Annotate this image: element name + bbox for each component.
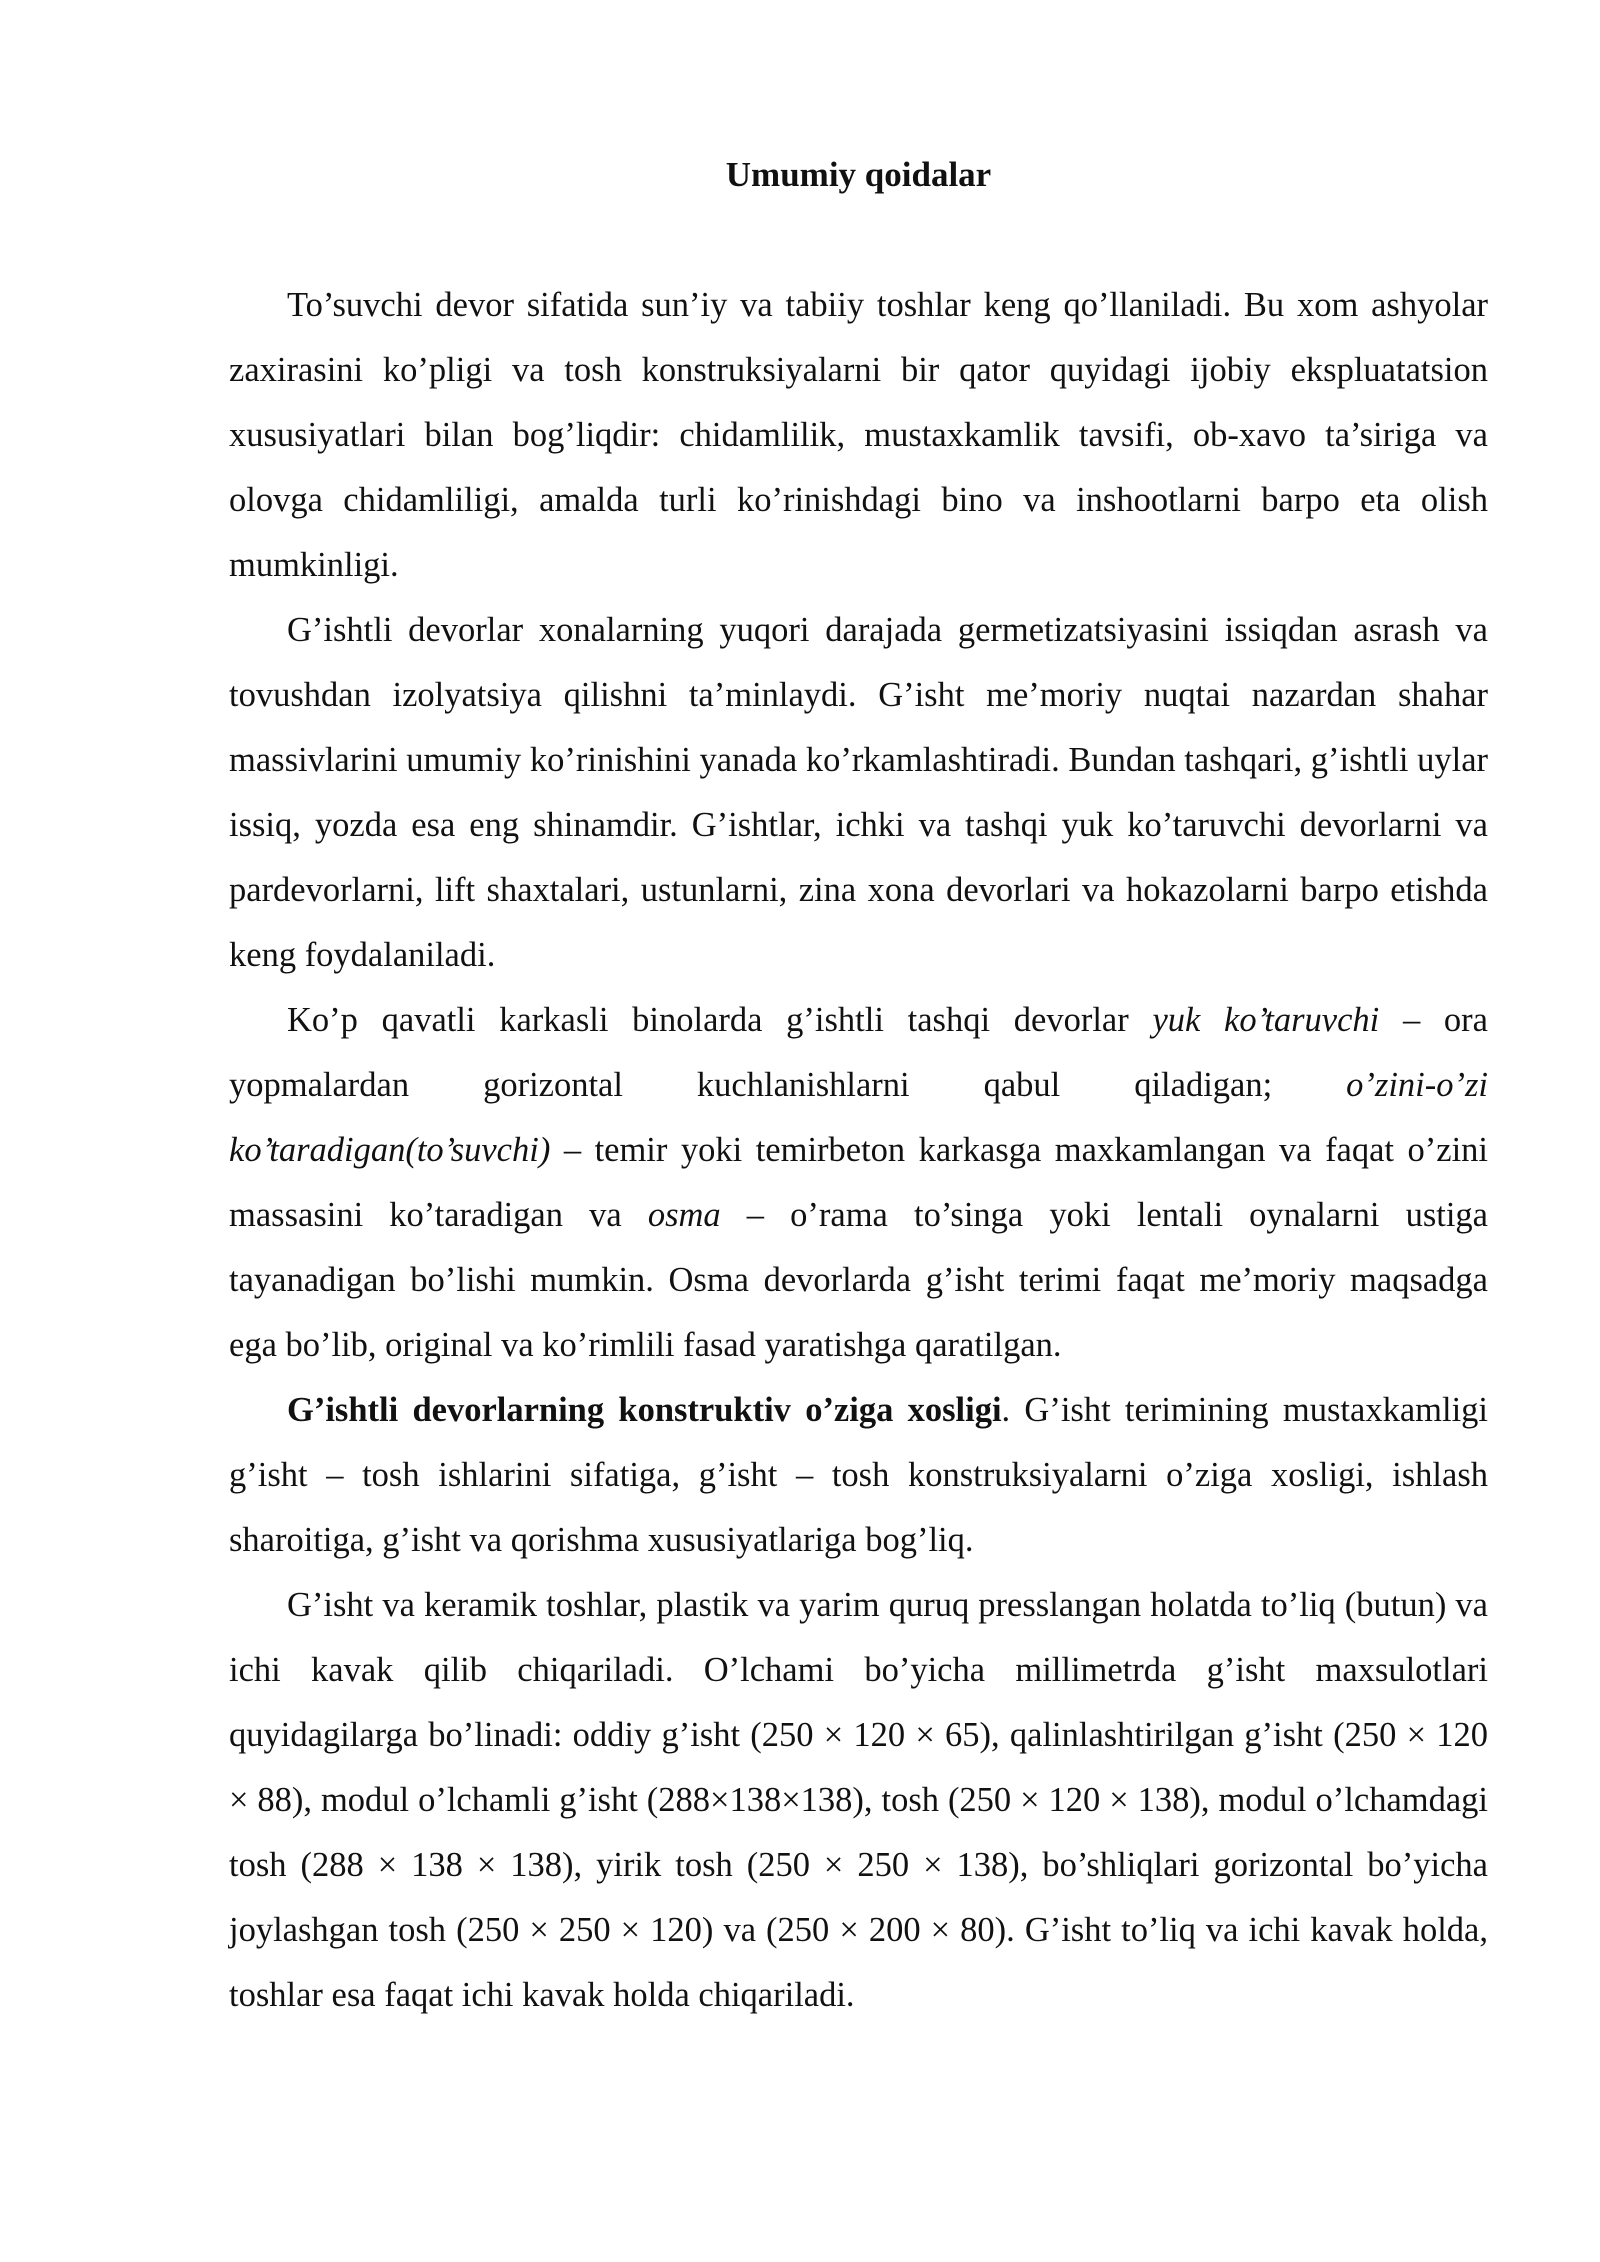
italic-term-self-supporting: o’zini-o’zi ko’taradigan(to’suvchi)	[229, 1066, 1488, 1169]
paragraph-3	[229, 988, 1488, 1378]
paragraph-text: G’isht va keramik toshlar, plastik va yarim quruq presslangan holatda to’liq (butun) va ichi kavak qilib chiqariladi. O’lchami bo’yicha millimetrda g’isht maxsulotlari quyidagilarga bo’linadi: oddiy g’isht (250 × 120 × 65), qalinlashtirilgan g’isht (250 × 120 × 88), modul o’lchamli g’isht (288×138×138), tosh (250 × 120 × 138), modul o’lchamdagi tosh (288 × 138 × 138), yirik tosh (250 × 250 × 138), bo’shliqlari gorizontal bo’yicha joylashgan tosh (250 × 250 × 120) va (250 × 200 × 80). G’isht to’liq va ichi kavak holda, toshlar esa faqat ichi kavak holda chiqariladi.	[229, 1586, 1488, 2014]
paragraph-text: Ko’p qavatli karkasli binolarda g’ishtli tashqi devorlar	[287, 1001, 1153, 1039]
paragraph-5	[229, 1573, 1488, 2028]
italic-term-curtain: osma	[647, 1196, 721, 1234]
paragraph-4	[229, 1378, 1488, 1573]
paragraph-text: – o’rama to’singa yoki lentali oynalarni ustiga tayanadigan bo’lishi mumkin. Osma devorlarda g’isht terimi faqat me’moriy maqsadga ega bo’lib, original va ko’rimlili fasad yaratishga qaratilgan.	[229, 1196, 1488, 1364]
section-heading-inline: G’ishtli devorlarning konstruktiv o’ziga xosligi	[287, 1391, 1002, 1429]
italic-term-load-bearing: yuk ko’taruvchi	[1152, 1001, 1380, 1039]
paragraph-1	[229, 273, 1488, 598]
paragraph-text: – ora yopmalardan gorizontal kuchlanishlarni qabul qiladigan;	[229, 1001, 1488, 1104]
paragraph-text: . G’isht terimining mustaxkamligi g’isht – tosh ishlarini sifatiga, g’isht – tosh konstruksiyalarni o’ziga xosligi, ishlash sharoitiga, g’isht va qorishma xususiyatlariga bog’liq.	[229, 1391, 1488, 1559]
paragraph-2	[229, 598, 1488, 988]
paragraph-text: G’ishtli devorlar xonalarning yuqori darajada germetizatsiyasini issiqdan asrash va tovushdan izolyatsiya qilishni ta’minlaydi. G’isht me’moriy nuqtai nazardan shahar massivlarini umumiy ko’rinishini yanada ko’rkamlashtiradi. Bundan tashqari, g’ishtli uylar issiq, yozda esa eng shinamdir. G’ishtlar, ichki va tashqi yuk ko’taruvchi devorlarni va pardevorlarni, lift shaxtalari, ustunlarni, zina xona devorlari va hokazolarni barpo etishda keng foydalaniladi.	[229, 611, 1489, 974]
paragraph-text: – temir yoki temirbeton karkasga maxkamlangan va faqat o’zini massasini ko’taradigan va	[229, 1131, 1488, 1234]
page-title: Umumiy qoidalar	[725, 155, 992, 194]
paragraph-text: To’suvchi devor sifatida sun’iy va tabiiy toshlar keng qo’llaniladi. Bu xom ashyolar zaxirasini ko’pligi va tosh konstruksiyalarni bir qator quyidagi ijobiy ekspluatatsion xususiyatlari bilan bog’liqdir: chidamlilik, mustaxkamlik tavsifi, ob-xavo ta’siriga va olovga chidamliligi, amalda turli ko’rinishdagi bino va inshootlarni barpo eta olish mumkinligi.	[229, 286, 1488, 584]
